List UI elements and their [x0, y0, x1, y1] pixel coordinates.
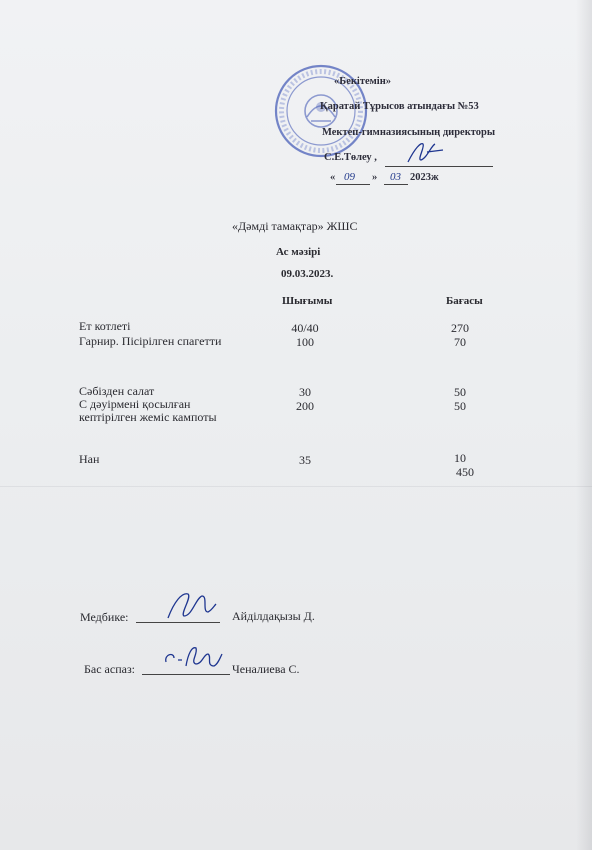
date-month-line — [384, 184, 408, 185]
menu-date: 09.03.2023. — [281, 268, 334, 280]
approval-school: Қаратай Тұрысов атындағы №53 — [320, 101, 479, 112]
item-yield: 30 — [299, 385, 311, 399]
menu-title: Ас мәзірі — [276, 246, 321, 258]
nurse-name: Айділдақызы Д. — [232, 609, 315, 623]
approval-position: Мектеп-гимназиясының директоры — [322, 127, 496, 138]
item-yield: 35 — [299, 453, 311, 467]
chef-name: Ченалиева С. — [232, 662, 300, 676]
item-yield: 40/40 — [291, 321, 319, 335]
approval-director-name: С.Е.Төлеу , — [324, 152, 377, 163]
item-name: Нан — [79, 452, 100, 466]
page-edge-shadow — [576, 0, 592, 850]
approval-date-open-quote: « — [330, 172, 336, 183]
item-name: Сәбізден салат — [79, 384, 155, 398]
chef-label: Бас аспаз: — [84, 662, 136, 676]
nurse-label: Медбике: — [80, 610, 129, 624]
item-yield: 100 — [296, 335, 314, 349]
column-header-yield: Шығымы — [282, 295, 333, 307]
director-signature — [405, 138, 445, 168]
column-header-price: Бағасы — [446, 295, 483, 307]
approval-date-day: 09 — [344, 171, 355, 183]
date-day-line — [336, 184, 370, 185]
menu-total: 450 — [456, 465, 474, 479]
chef-signature — [160, 640, 226, 676]
paper-fold — [0, 486, 592, 487]
item-price: 50 — [454, 399, 466, 413]
company-name: «Дәмді тамақтар» ЖШС — [232, 219, 358, 233]
item-name: Ет котлеті — [79, 319, 131, 333]
approval-heading: «Бекітемін» — [334, 76, 392, 87]
item-name: Гарнир. Пісірілген спагетти — [79, 334, 222, 348]
item-yield: 200 — [296, 399, 314, 413]
item-name: С дәуірмені қосылған кептірілген жеміс кампоты — [79, 397, 217, 424]
item-price: 70 — [454, 335, 466, 349]
approval-date-year: 2023ж — [410, 172, 439, 183]
item-price: 50 — [454, 385, 466, 399]
approval-date-close-quote: » — [372, 172, 378, 183]
item-price: 270 — [451, 321, 469, 335]
item-price: 10 — [454, 451, 466, 465]
nurse-signature — [162, 588, 218, 624]
approval-date-month: 03 — [390, 171, 401, 183]
